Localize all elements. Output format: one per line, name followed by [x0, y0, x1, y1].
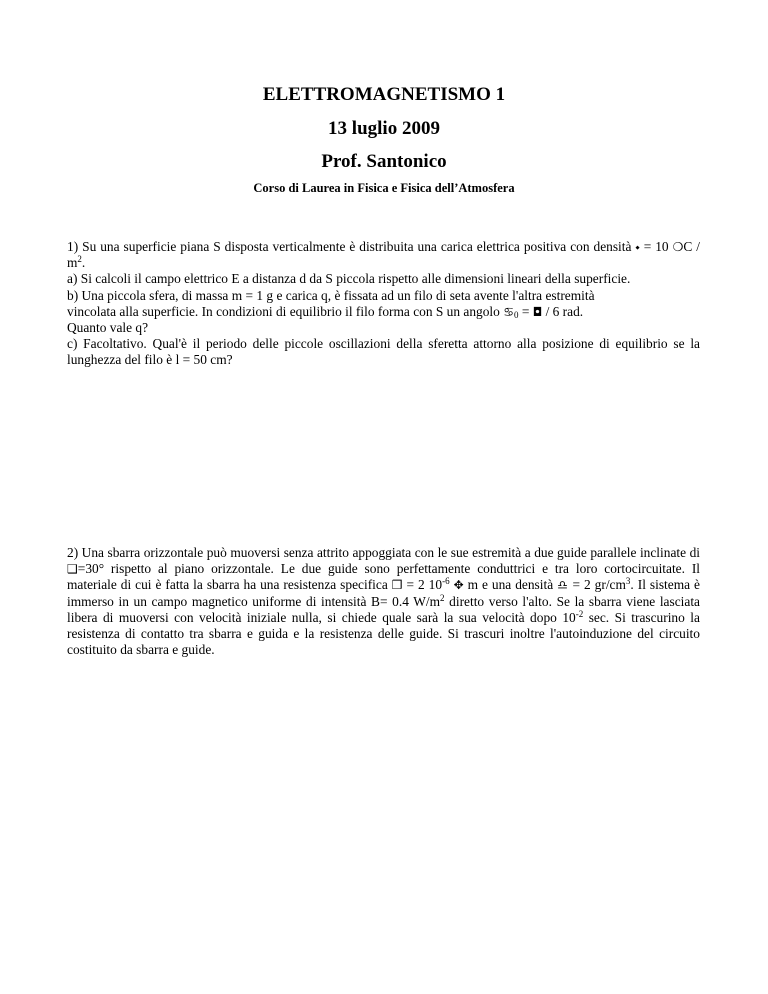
professor-name: Prof. Santonico	[321, 151, 447, 172]
pi-symbol: ◘	[532, 304, 543, 319]
omega-symbol: ✥	[453, 578, 464, 593]
problem-1-statement: 1) Su una superficie piana S disposta verticalmente è distribuita una carica elettrica positiva con densità ⬩ = 10 ❍C / $m^2$.	[67, 239, 700, 271]
rho-symbol: ❒	[391, 578, 403, 593]
course-name: Corso di Laurea in Fisica e Fisica dell’Atmosfera	[253, 181, 515, 195]
alpha-symbol: ❑	[67, 562, 78, 577]
problem-1	[67, 239, 700, 369]
theta-symbol: ♋	[503, 304, 514, 319]
problem-2-statement: 2) Una sbarra orizzontale può muoversi senza attrito appoggiata con le sue estremità a due guide parallele inclinate di ❑=30° rispetto al piano orizzontale. Le due guide sono perfettamente conduttrici e tra loro cortocircuitate. Il materiale di cui è fatta la sbarra ha una resistenza specifica ❒ = 2 $10^{-6}$ ✥ m e una densità ♎ = 2 $gr/cm^3$. Il sistema è immerso in un campo magnetico uniforme di intensità B= 0.4 $W/m^2$ diretto verso l'alto. Se la sbarra viene lasciata libera di muoversi con velocità iniziale nulla, si chiede quale sarà la sua velocità dopo $10^{-2}$ sec. Si trascurino la resistenza di contatto tra sbarra e guida e la resistenza delle guide. Si trascuri inoltre l'autoinduzione del circuito costituito da sbarra e guide.	[67, 545, 700, 658]
problem-1-part-b: b) Una piccola sfera, di massa m = 1 g e carica q, è fissata ad un filo di seta avente l'altra estremità vincolata alla superficie. In condizioni di equilibrio il filo forma con S un angolo $♋_0$ = ◘ / 6 rad. Quanto vale q?	[67, 287, 595, 336]
page-title: ELETTROMAGNETISMO 1	[262, 84, 506, 105]
sigma-symbol: ⬩	[635, 240, 640, 254]
problem-1-part-a: a) Si calcoli il campo elettrico E a distanza d da S piccola rispetto alle dimensioni lineari della superficie.	[67, 271, 631, 287]
problem-1-part-c: c) Facoltativo. Qual'è il periodo delle piccole oscillazioni della sferetta attorno alla posizione di equilibrio se la lunghezza del filo è l = 50 cm?	[67, 336, 700, 368]
mu-symbol: ❍	[672, 240, 684, 254]
delta-symbol: ♎	[557, 578, 569, 593]
exam-date: 13 luglio 2009	[328, 118, 440, 139]
problem-2	[67, 545, 700, 658]
